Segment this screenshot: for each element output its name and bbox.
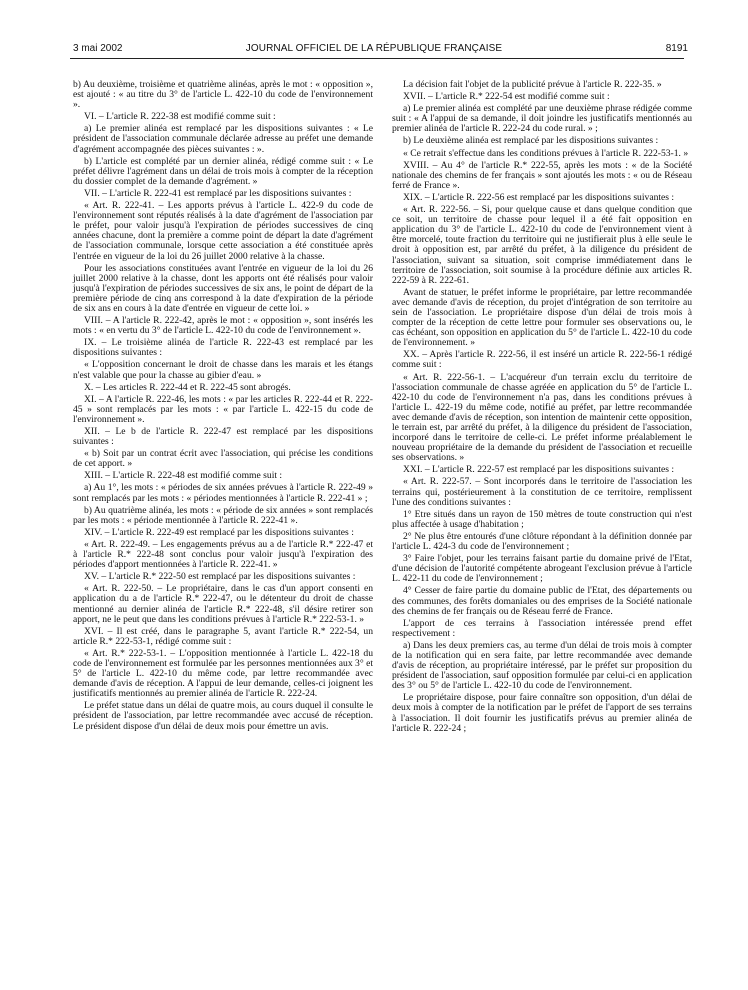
left-column <box>73 80 373 734</box>
paragraph: a) Au 1°, les mots : « périodes de six années prévues à l'article R. 222-49 » sont remplacés par les mots : « périodes mentionnées à l'article R. 222-41 » ; <box>73 482 373 504</box>
paragraph: a) Le premier alinéa est remplacé par les dispositions suivantes : « Le président de l'association communale déclarée adresse au préfet une demande d'agrément accompagnée des pièces suivantes : ». <box>73 123 373 155</box>
paragraph: XV. – L'article R.* 222-50 est remplacé par les dispositions suivantes : <box>84 571 356 583</box>
paragraph: L'apport de ces terrains à l'association intéressée prend effet respectivement : <box>392 617 692 639</box>
paragraph: XIX. – L'article R. 222-56 est remplacé par les dispositions suivantes : <box>403 191 675 203</box>
paragraph: b) L'article est complété par un dernier alinéa, rédigé comme suit : « Le préfet délivre l'agrément dans un délai de trois mois à compter de la réception du dossier complet de la demande d'agrément. » <box>73 155 373 187</box>
paragraph: « Art. R. 222-56. – Si, pour quelque cause et dans quelque condition que ce soit, un territoire de chasse pour lequel il a été fait opposition en application du 3° de l'article L. 422-10 du code de l'environnement vient à être morcelé, toute fraction du territoire qui ne justifierait plus à elle seule le droit à opposition est, par arrêté du préfet, à la diligence du président de l'association, suivant sa situation, soit comprise immédiatement dans le territoire de l'association, soit soumise à la procédure définie aux articles R. 222-59 à R. 222-61. <box>392 204 692 286</box>
paragraph: « Ce retrait s'effectue dans les conditions prévues à l'article R. 222-53-1. » <box>403 147 689 159</box>
paragraph: « Art. R. 222-41. – Les apports prévus à l'article L. 422-9 du code de l'environnement sont réputés réalisés à la date d'agrément de l'association par le préfet, pour valoir jusqu'à l'expiration de périodes successives de cinq années chacune, dont la première a comme point de départ la date d'agrément de l'association communale, lorsque cette association a été constituée après l'entrée en vigueur de la loi du 26 juillet 2000 relative à la chasse. <box>73 200 373 262</box>
paragraph: VII. – L'article R. 222-41 est remplacé par les dispositions suivantes : <box>84 187 352 199</box>
paragraph: 1° Etre situés dans un rayon de 150 mètres de toute construction qui n'est plus affectée à usage d'habitation ; <box>392 508 692 530</box>
paragraph: b) Au quatrième alinéa, les mots : « période de six années » sont remplacés par les mots : « période mentionnée à l'article R. 222-41 ». <box>73 504 373 526</box>
paragraph: Le propriétaire dispose, pour faire connaître son opposition, d'un délai de deux mois à compter de la notification par le préfet de l'apport de ses terrains à l'association. Il doit fournir les justificatifs prévus au premier alinéa de l'article R. 222-24 ; <box>392 692 692 734</box>
paragraph: b) Le deuxième alinéa est remplacé par les dispositions suivantes : <box>403 135 659 147</box>
paragraph: Le préfet statue dans un délai de quatre mois, au cours duquel il consulte le président de l'association, par lettre recommandée avec accusé de réception. Le président dispose d'un délai de deux mois pour émettre un avis. <box>73 700 373 732</box>
paragraph: « Art. R. 222-57. – Sont incorporés dans le territoire de l'association les terrains qui, postérieurement à la constitution de ce territoire, remplissent l'une des conditions suivantes : <box>392 476 692 508</box>
paragraph: La décision fait l'objet de la publicité prévue à l'article R. 222-35. » <box>403 79 662 90</box>
paragraph: VI. – L'article R. 222-38 est modifié comme suit : <box>84 111 276 123</box>
paragraph: IX. – Le troisième alinéa de l'article R. 222-43 est remplacé par les dispositions suivantes : <box>73 337 373 359</box>
paragraph: 2° Ne plus être entourés d'une clôture répondant à la définition donnée par l'article L. 424-3 du code de l'environnement ; <box>392 530 692 553</box>
paragraph: VIII. – A l'article R. 222-42, après le mot : « opposition », sont insérés les mots : « en vertu du 3° de l'article L. 422-10 du code de l'environnement ». <box>73 315 373 337</box>
header-rule <box>70 58 684 59</box>
paragraph: Pour les associations constituées avant l'entrée en vigueur de la loi du 26 juillet 2000 relative à la chasse, dont les apports ont été réalisés pour valoir jusqu'à l'expiration de périodes successives de six ans, le point de départ de la première période de cinq ans correspond à la date d'expiration de la période de six ans en cours à la date d'entrée en vigueur de cette loi. » <box>73 262 373 314</box>
header-title: JOURNAL OFFICIEL DE LA RÉPUBLIQUE FRANÇAISE <box>245 43 503 54</box>
paragraph: « b) Soit par un contrat écrit avec l'association, qui précise les conditions de cet apport. » <box>73 448 373 470</box>
paragraph: XI. – A l'article R. 222-46, les mots : « par les articles R. 222-44 et R. 222-45 » sont remplacés par les mots : « par l'article L. 422-15 du code de l'environnement ». <box>73 393 373 425</box>
paragraph: XIII. – L'article R. 222-48 est modifié comme suit : <box>84 470 283 482</box>
paragraph: XX. – Après l'article R. 222-56, il est inséré un article R. 222-56-1 rédigé comme suit : <box>392 349 692 371</box>
paragraph: 3° Faire l'objet, pour les terrains faisant partie du domaine privé de l'Etat, d'une décision de l'autorité compétente abrogeant l'exclusion prévue à l'article L. 422-11 du code de l'environnement ; <box>392 553 692 585</box>
paragraph: XIV. – L'article R. 222-49 est remplacé par les dispositions suivantes : <box>84 526 354 538</box>
right-column <box>392 80 692 736</box>
paragraph: a) Le premier alinéa est complété par une deuxième phrase rédigée comme suit : « A l'appui de sa demande, il doit joindre les justificatifs mentionnés au premier alinéa de l'article R. 222-24 du code rural. » ; <box>392 103 692 135</box>
paragraph: « L'opposition concernant le droit de chasse dans les marais et les étangs n'est valable que pour la chasse au gibier d'eau. » <box>73 359 373 381</box>
paragraph: a) Dans les deux premiers cas, au terme d'un délai de trois mois à compter de la notification qui en sera faite, par lettre recommandée avec demande d'avis de réception, au propriétaire intéressé, par le préfet sur proposition du président de l'association, sauf opposition formulée par celui-ci en application des 3° ou 5° de l'article L. 422-10 du code de l'environnement. <box>392 639 692 692</box>
paragraph: 4° Cesser de faire partie du domaine public de l'Etat, des départements ou des communes, des forêts domaniales ou des emprises de la Société nationale des chemins de fer français ou de Réseau ferré de France. <box>392 585 692 617</box>
paragraph: Avant de statuer, le préfet informe le propriétaire, par lettre recommandée avec demande d'avis de réception, du projet d'intégration de son territoire au sein de l'association. Le propriétaire dispose d'un délai de trois mois à compter de la réception de cette lettre pour formuler ses observations ou, le cas échéant, son opposition en application du 5° de l'article L. 422-10 du code de l'environnement. » <box>392 286 692 349</box>
paragraph: XVII. – L'article R.* 222-54 est modifié comme suit : <box>403 91 610 103</box>
paragraph: « Art. R. 222-50. – Le propriétaire, dans le cas d'un apport consenti en application du a de l'article R.* 222-47, ou le détenteur du droit de chasse mentionné au dernier alinéa de l'article R.* 222-48, s'il désire retirer son apport, ne le peut que dans les conditions prévues à l'article R.* 222-53-1. » <box>73 583 373 625</box>
paragraph: b) Au deuxième, troisième et quatrième alinéas, après le mot : « opposition », est ajouté : « au titre du 3° de l'article L. 422-10 du code de l'environnement ». <box>73 79 373 111</box>
paragraph: XVI. – Il est créé, dans le paragraphe 5, avant l'article R.* 222-54, un article R.* 222-53-1, rédigé comme suit : <box>73 625 373 647</box>
paragraph: « Art. R.* 222-53-1. – L'opposition mentionnée à l'article L. 422-18 du code de l'environnement est formulée par les personnes mentionnées aux 3° et 5° de l'article L. 422-10 du même code, par lettre recommandée avec demande d'avis de réception. A l'appui de leur demande, celles-ci joignent les justificatifs mentionnés au premier alinéa de l'article R. 222-24. <box>73 647 373 700</box>
header-date: 3 mai 2002 <box>73 43 123 54</box>
paragraph: « Art. R. 222-49. – Les engagements prévus au a de l'article R.* 222-47 et à l'article R.* 222-48 sont conclus pour valoir jusqu'à l'expiration des périodes d'apport mentionnées à l'article R. 222-41. » <box>73 538 373 571</box>
paragraph: XVIII. – Au 4° de l'article R.* 222-55, après les mots : « de la Société nationale des chemins de fer français » sont ajoutés les mots : « ou de Réseau ferré de France ». <box>392 159 692 191</box>
paragraph: « Art. R. 222-56-1. – L'acquéreur d'un terrain exclu du territoire de l'association communale de chasse agréée en application du 5° de l'article L. 422-10 du code de l'environnement n'a pas, dans les conditions prévues à l'article L. 422-19 du même code, notifié au préfet, par lettre recommandée avec demande d'avis de réception, son intention de maintenir cette opposition, le terrain est, par arrêté du préfet, à la diligence du président de l'association, incorporé dans le territoire de celle-ci. Le préfet informe préalablement le nouveau propriétaire de la demande du président de l'association et recueille ses observations. » <box>392 371 692 464</box>
paragraph: XXI. – L'article R. 222-57 est remplacé par les dispositions suivantes : <box>403 464 675 476</box>
paragraph: XII. – Le b de l'article R. 222-47 est remplacé par les dispositions suivantes : <box>73 426 373 448</box>
header-page-number: 8191 <box>665 43 688 54</box>
paragraph: X. – Les articles R. 222-44 et R. 222-45 sont abrogés. <box>84 381 291 393</box>
